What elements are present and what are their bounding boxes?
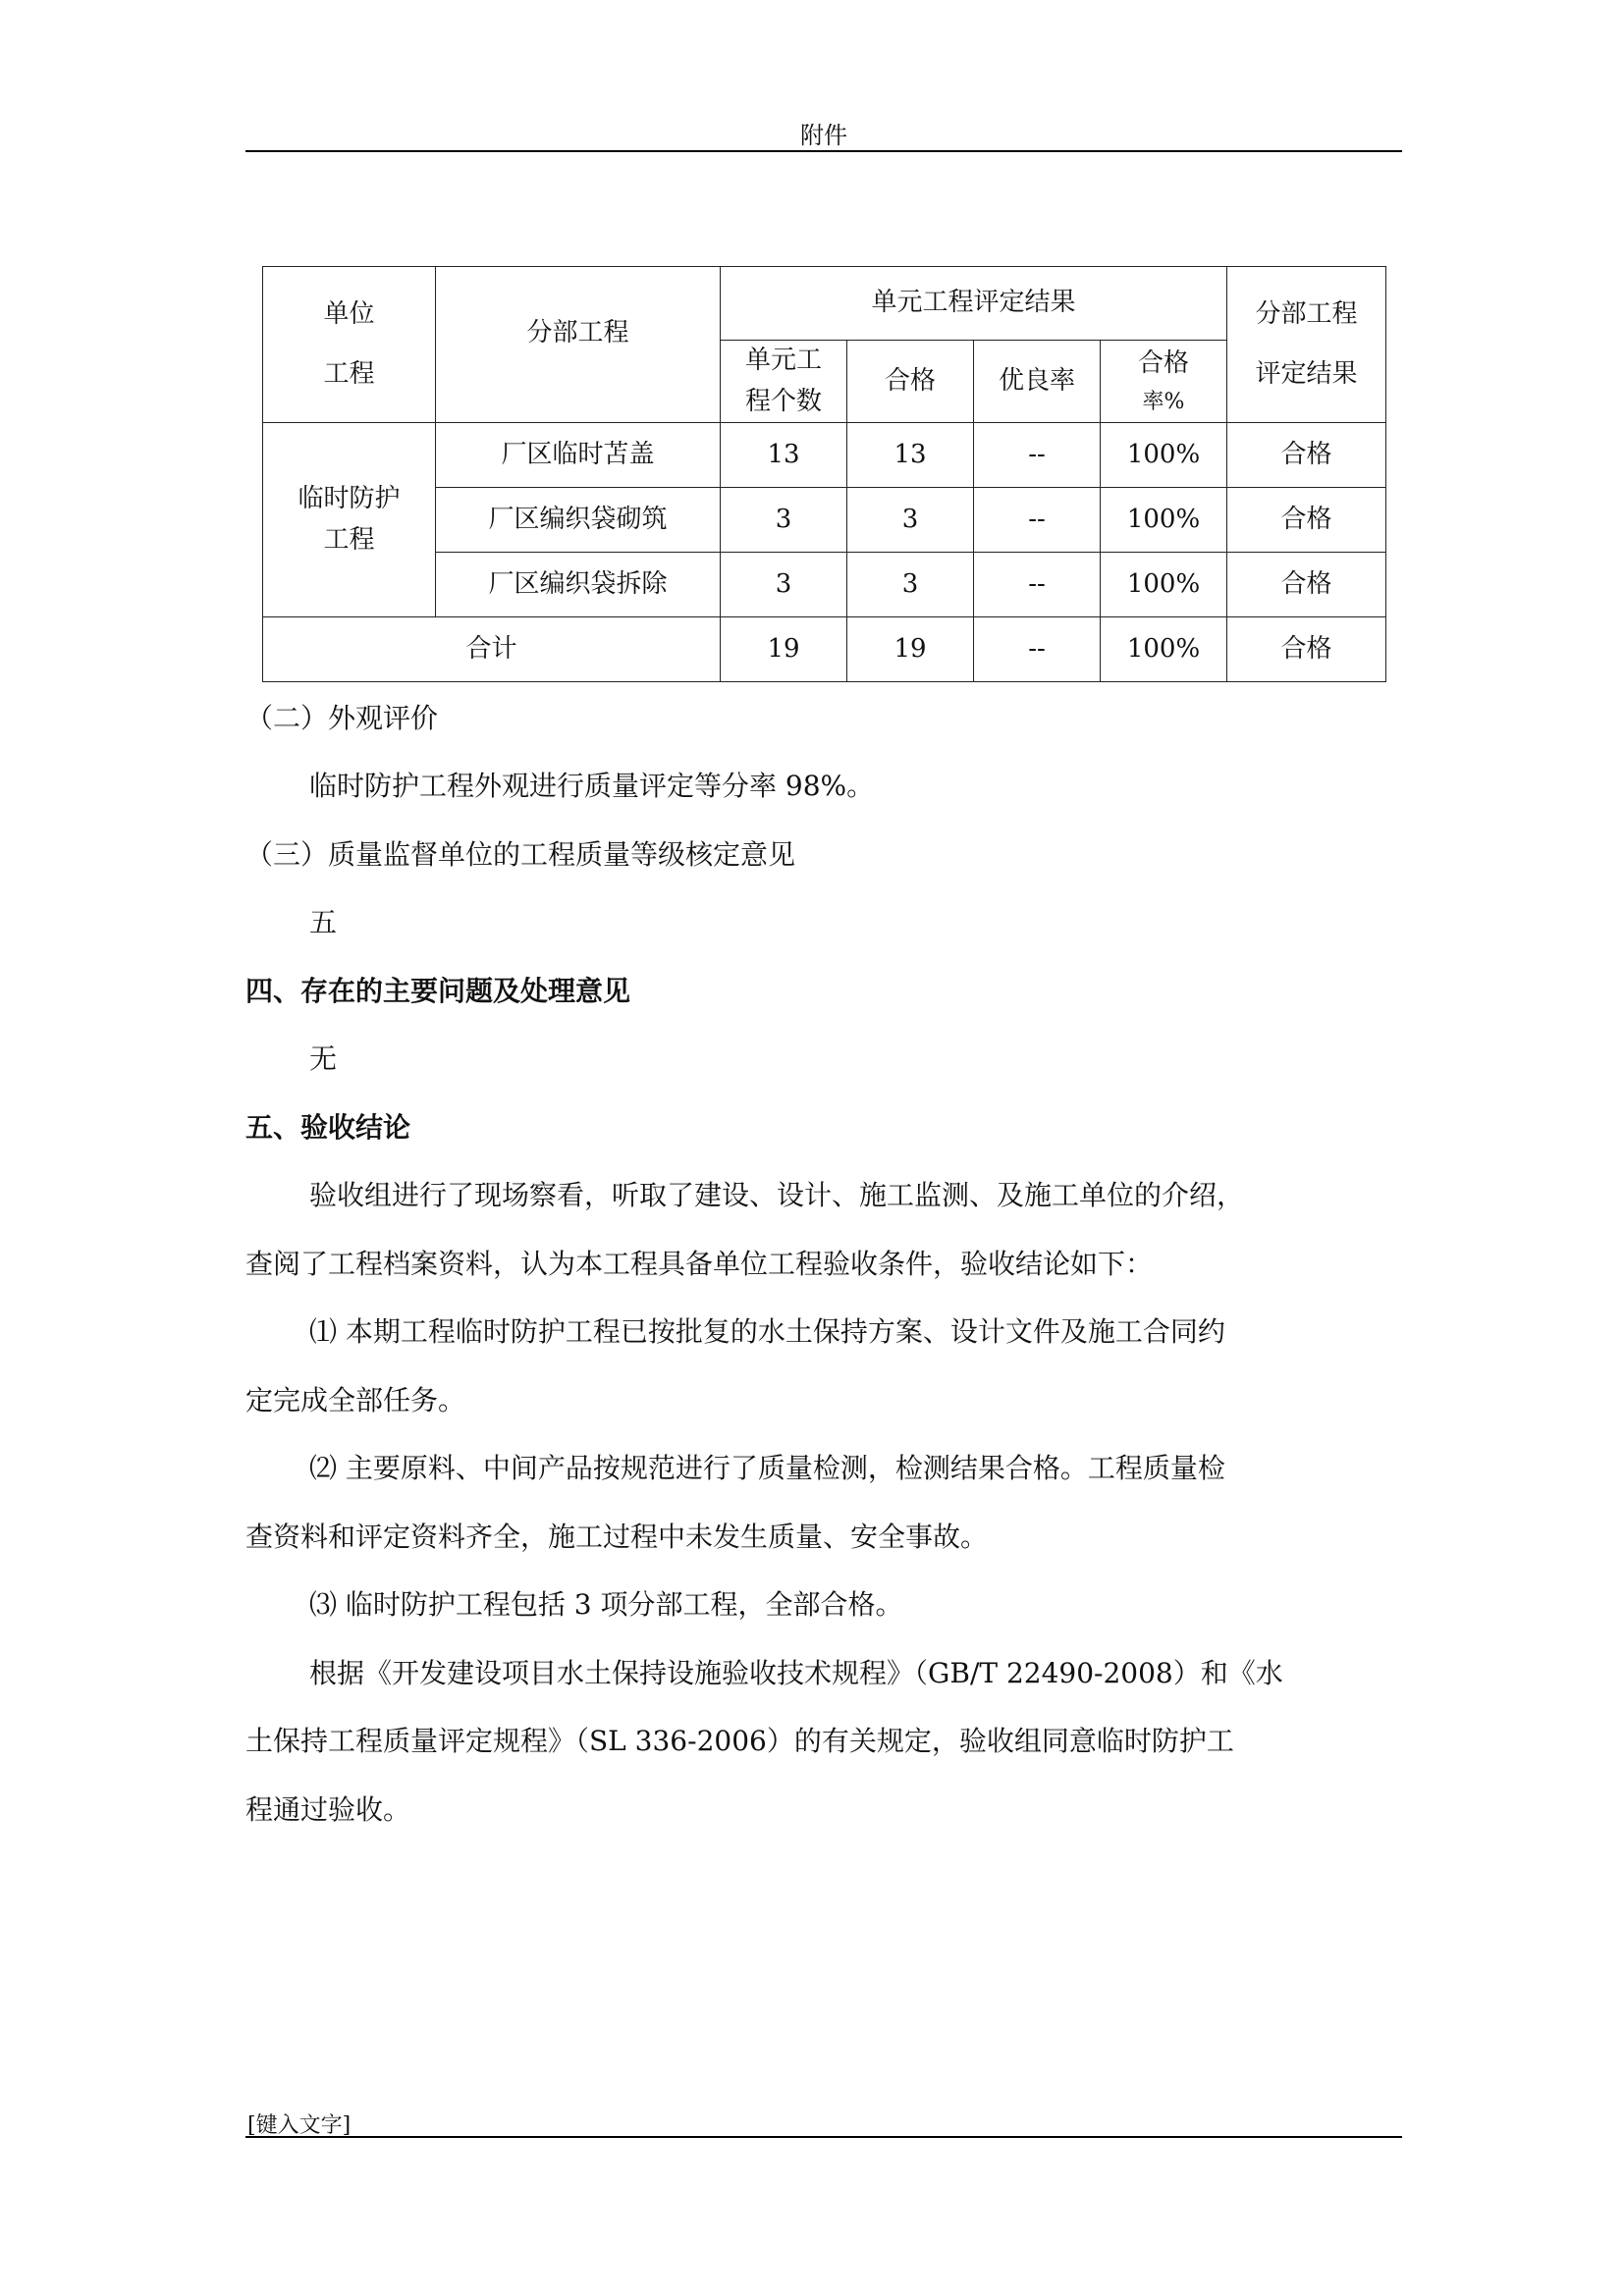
- total-label: 合计: [263, 617, 721, 682]
- cell-name: 厂区编织袋拆除: [436, 553, 721, 617]
- cell-rate: 100%: [1101, 553, 1227, 617]
- cell-excellent: --: [974, 488, 1101, 553]
- cell-count: 13: [721, 423, 847, 488]
- cell-rate: 100%: [1101, 488, 1227, 553]
- header-sub-project: 分部工程: [436, 267, 721, 423]
- table-row: [263, 423, 1386, 488]
- header-count: [721, 341, 847, 423]
- cell-result: 合格: [1227, 488, 1386, 553]
- paragraph-line: ⑶ 临时防护工程包括 3 项分部工程，全部合格。: [309, 1588, 903, 1621]
- total-count: 19: [721, 617, 847, 682]
- total-result: 合格: [1227, 617, 1386, 682]
- header-rate-line2: 率%: [1142, 389, 1185, 414]
- cell-name: 厂区临时苫盖: [436, 423, 721, 488]
- header-count-line2: 程个数: [744, 386, 822, 416]
- header-sub-result: [1227, 267, 1386, 423]
- header-unit-project: [263, 267, 436, 423]
- cell-pass: 13: [847, 423, 974, 488]
- header-count-line1: 单元工: [744, 346, 822, 375]
- cell-count: 3: [721, 488, 847, 553]
- header-pass: 合格: [847, 341, 974, 423]
- group-line1: 临时防护: [298, 484, 401, 514]
- group-line2: 工程: [323, 524, 375, 555]
- quality-assessment-table: [262, 266, 1386, 682]
- header-rate-line1: 合格: [1138, 348, 1190, 379]
- cell-result: 合格: [1227, 553, 1386, 617]
- cell-name: 厂区编织袋砌筑: [436, 488, 721, 553]
- header-excellent: 优良率: [974, 341, 1101, 423]
- page-header: 附件: [800, 122, 847, 149]
- cell-excellent: --: [974, 423, 1101, 488]
- group-cell: [263, 423, 436, 617]
- cell-count: 3: [721, 553, 847, 617]
- cell-result: 合格: [1227, 423, 1386, 488]
- paragraph-line: ⑵ 主要原料、中间产品按规范进行了质量检测，检测结果合格。工程质量检: [309, 1452, 1225, 1484]
- header-sub-result-line1: 分部工程: [1255, 298, 1358, 329]
- header-rate: [1101, 341, 1227, 423]
- paragraph: 五: [309, 906, 338, 938]
- paragraph-line: 土保持工程质量评定规程》（SL 336-2006）的有关规定，验收组同意临时防护工: [245, 1725, 1234, 1757]
- paragraph-line: 根据《开发建设项目水土保持设施验收技术规程》（GB/T 22490-2008）和《水: [309, 1657, 1283, 1689]
- paragraph: 无: [309, 1042, 338, 1075]
- section-heading: 五、验收结论: [245, 1111, 411, 1144]
- table-total-row: [263, 617, 1386, 682]
- header-unit-project-line2: 工程: [323, 359, 375, 390]
- header-unit-result: 单元工程评定结果: [721, 267, 1227, 341]
- total-rate: 100%: [1101, 617, 1227, 682]
- section-heading: 四、存在的主要问题及处理意见: [245, 975, 631, 1007]
- paragraph-line: 程通过验收。: [245, 1793, 411, 1826]
- paragraph-line: ⑴ 本期工程临时防护工程已按批复的水土保持方案、设计文件及施工合同约: [309, 1315, 1225, 1348]
- section-heading: （三）质量监督单位的工程质量等级核定意见: [245, 838, 796, 871]
- header-rule: [245, 150, 1402, 152]
- table-header-row: [263, 267, 1386, 341]
- paragraph: 临时防护工程外观进行质量评定等分率 98%。: [309, 770, 875, 802]
- paragraph-line: 查阅了工程档案资料，认为本工程具备单位工程验收条件，验收结论如下：: [245, 1248, 1154, 1280]
- total-pass: 19: [847, 617, 974, 682]
- paragraph-line: 验收组进行了现场察看，听取了建设、设计、施工监测、及施工单位的介绍，: [309, 1179, 1245, 1211]
- cell-pass: 3: [847, 553, 974, 617]
- cell-pass: 3: [847, 488, 974, 553]
- paragraph-line: 定完成全部任务。: [245, 1384, 466, 1416]
- page-footer: [键入文字]: [247, 2113, 352, 2138]
- paragraph-line: 查资料和评定资料齐全，施工过程中未发生质量、安全事故。: [245, 1521, 989, 1553]
- cell-excellent: --: [974, 553, 1101, 617]
- footer-rule: [245, 2136, 1402, 2138]
- header-sub-result-line2: 评定结果: [1255, 359, 1358, 390]
- header-unit-project-line1: 单位: [323, 298, 375, 329]
- cell-rate: 100%: [1101, 423, 1227, 488]
- total-excellent: --: [974, 617, 1101, 682]
- section-heading: （二）外观评价: [245, 702, 439, 734]
